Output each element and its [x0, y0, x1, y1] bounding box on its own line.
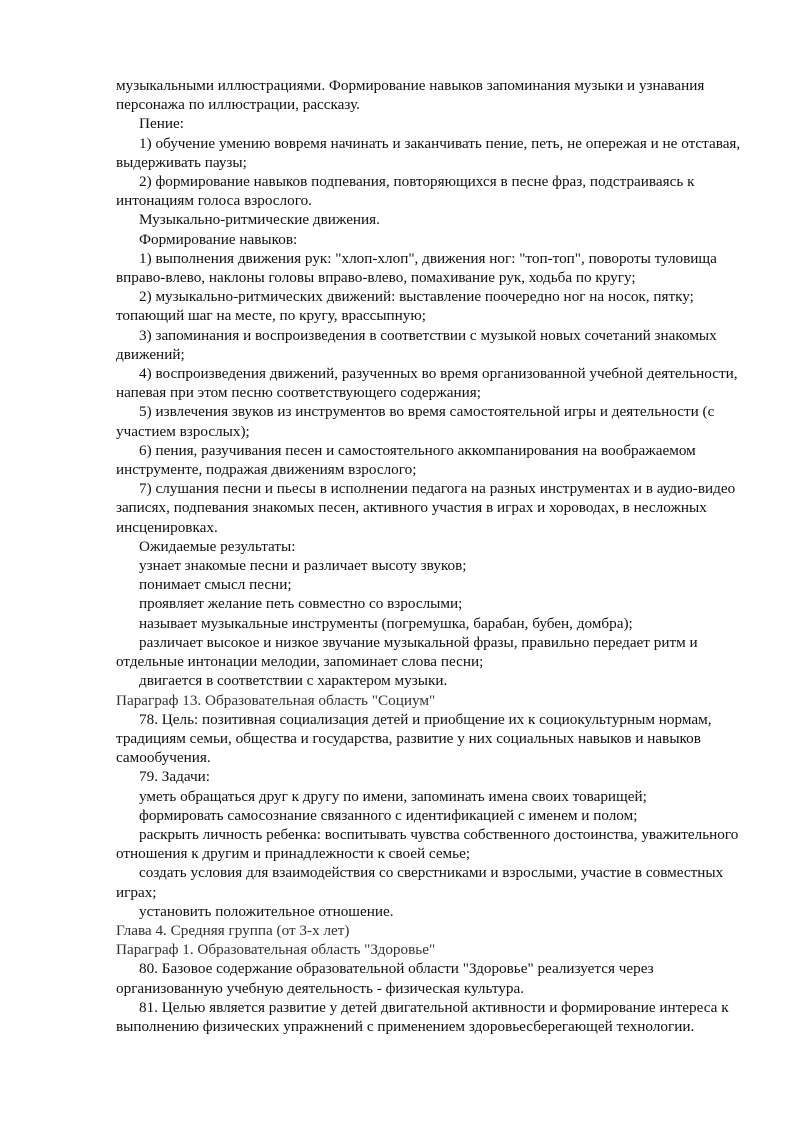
paragraph: 79. Задачи:: [139, 768, 210, 786]
paragraph: музыкальными иллюстрациями. Формирование навыков запоминания музыки и узнавания персонажа по иллюстрации, рассказу.: [116, 77, 705, 114]
list-item: двигается в соответствии с характером музыки.: [139, 672, 448, 690]
paragraph-singing-heading: Пение:: [139, 115, 184, 133]
list-item: раскрыть личность ребенка: воспитывать чувства собственного достоинства, уважительного отношения к другим и принадлежности к своей семье;: [116, 825, 739, 863]
list-item: 7) слушания песни и пьесы в исполнении педагога на разных инструментах и в аудио-видео записях, подпевания знакомых песен, активного участия в играх и хороводах, в несложных инсценировках.: [116, 480, 736, 536]
paragraph-rhythm-heading: Музыкально-ритмические движения.: [139, 211, 380, 229]
paragraph: 81. Целью является развитие у детей двигательной активности и формирование интереса к выполнению физических упражнений с применением здоровьесберегающей технологии.: [116, 998, 729, 1035]
list-item: называет музыкальные инструменты (погремушка, барабан, бубен, домбра);: [139, 614, 633, 632]
list-item: 3) запоминания и воспроизведения в соответствии с музыкой новых сочетаний знакомых движений;: [116, 326, 717, 363]
section-heading: Параграф 13. Образовательная область "Социум": [116, 691, 436, 709]
paragraph: Формирование навыков:: [139, 230, 298, 248]
paragraph: 78. Цель: позитивная социализация детей и приобщение их к социокультурным нормам, традициям семьи, общества и государства, развитие у них социальных навыков и навыков самообучения.: [116, 710, 712, 767]
list-item: 2) музыкально-ритмических движений: выставление поочередно ног на носок, пятку; топающий шаг на месте, по кругу, врассыпную;: [116, 288, 694, 325]
list-item: различает высокое и низкое звучание музыкальной фразы, правильно передает ритм и отдельные интонации мелодии, запоминает слова песни;: [116, 633, 698, 671]
list-item: 1) обучение умению вовремя начинать и заканчивать пение, петь, не опережая и не отставая, выдерживать паузы;: [116, 134, 741, 171]
list-item: узнает знакомые песни и различает высоту звуков;: [139, 557, 467, 575]
list-item: 2) формирование навыков подпевания, повторяющихся в песне фраз, подстраиваясь к интонациям голоса взрослого.: [116, 173, 695, 210]
list-item: 6) пения, разучивания песен и самостоятельного аккомпанирования на воображаемом инструменте, подражая движениям взрослого;: [116, 441, 696, 479]
list-item: уметь обращаться друг к другу по имени, запоминать имена своих товарищей;: [139, 787, 647, 805]
list-item: формировать самосознание связанного с идентификацией с именем и полом;: [139, 806, 638, 824]
expected-results-heading: Ожидаемые результаты:: [139, 537, 296, 555]
chapter-heading: Глава 4. Средняя группа (от 3-х лет): [116, 921, 350, 939]
list-item: 4) воспроизведения движений, разученных во время организованной учебной деятельности, напевая при этом песню соответствующего содержания;: [116, 365, 738, 402]
list-item: создать условия для взаимодействия со сверстниками и взрослыми, участие в совместных играх;: [116, 864, 724, 901]
list-item: проявляет желание петь совместно со взрослыми;: [139, 595, 463, 613]
paragraph: 80. Базовое содержание образовательной области "Здоровье" реализуется через организованную учебную деятельность - физическая культура.: [116, 960, 654, 997]
list-item: 1) выполнения движения рук: "хлоп-хлоп", движения ног: "топ-топ", повороты туловища вправо-влево, наклоны головы вправо-влево, помахивание рук, ходьба по кругу;: [116, 249, 717, 287]
list-item: понимает смысл песни;: [139, 576, 292, 594]
list-item: 5) извлечения звуков из инструментов во время самостоятельной игры и деятельности (с участием взрослых);: [116, 403, 715, 440]
list-item: установить положительное отношение.: [139, 902, 394, 920]
section-heading: Параграф 1. Образовательная область "Здоровье": [116, 941, 436, 959]
document-page: [116, 76, 744, 1036]
